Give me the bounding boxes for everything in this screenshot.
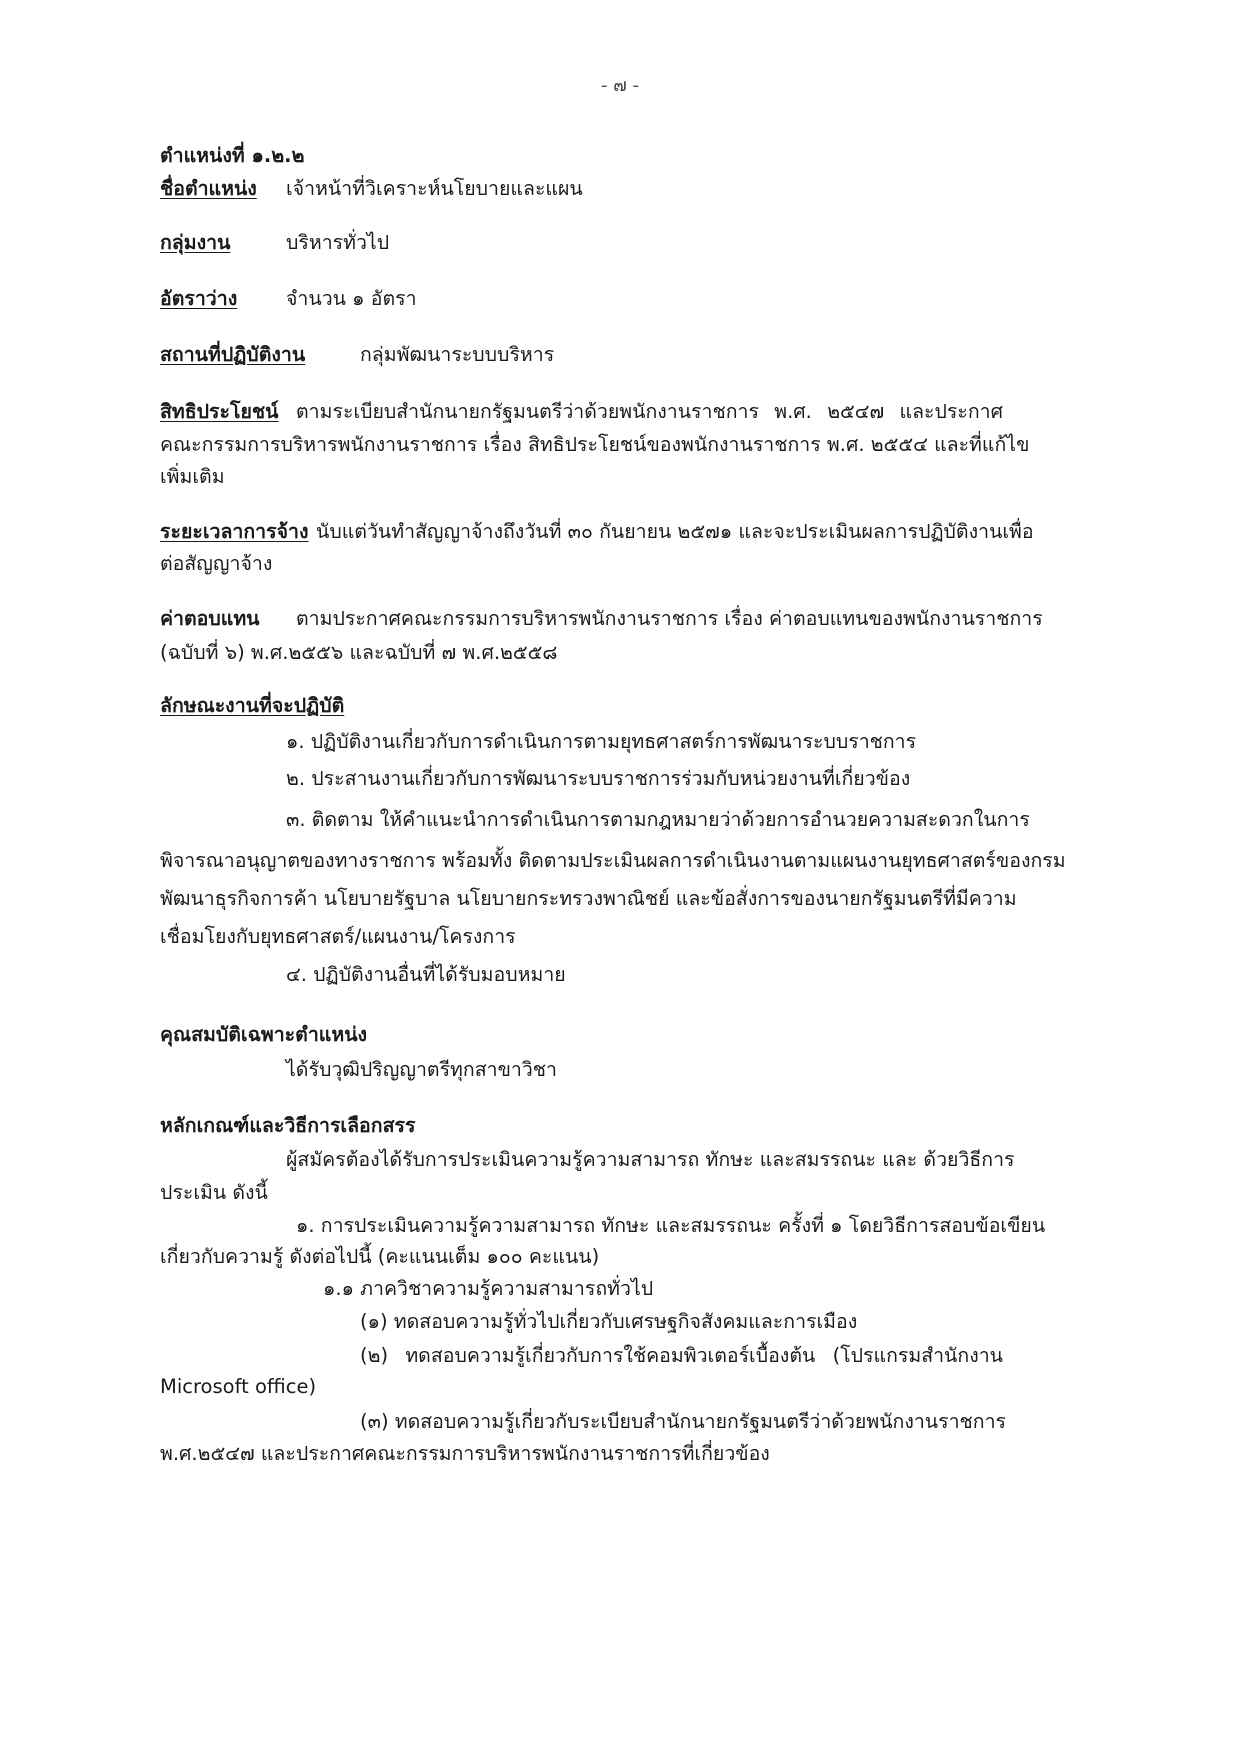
selection-sub-item-2-line1: (๒) ทดสอบความรู้เกี่ยวกับการใช้คอมพิวเตอร์เบื้องต้น (โปรแกรมสำนักงาน: [360, 1344, 1003, 1367]
period-line1: นับแต่วันทำสัญญาจ้างถึงวันที่ ๓๐ กันยายน ๒๕๗๑ และจะประเมินผลการปฏิบัติงานเพื่อ: [316, 520, 1034, 543]
duty-item-3-line4: เชื่อมโยงกับยุทธศาสตร์/แผนงาน/โครงการ: [160, 925, 516, 948]
selection-sub-item-3-line2: พ.ศ.๒๕๔๗ และประกาศคณะกรรมการบริหารพนักงานราชการที่เกี่ยวข้อง: [160, 1442, 770, 1465]
selection-sub-item-3-line1: (๓) ทดสอบความรู้เกี่ยวกับระเบียบสำนักนายกรัฐมนตรีว่าด้วยพนักงานราชการ: [360, 1410, 1007, 1433]
qualification-heading: คุณสมบัติเฉพาะตำแหน่ง: [160, 1023, 368, 1046]
vacancy-label: อัตราว่าง: [160, 287, 238, 310]
benefits-line1: ตามระเบียบสำนักนายกรัฐมนตรีว่าด้วยพนักงานราชการ พ.ศ. ๒๕๔๗ และประกาศ: [296, 400, 1003, 423]
compensation-line2: (ฉบับที่ ๖) พ.ศ.๒๕๕๖ และฉบับที่ ๗ พ.ศ.๒๕๕๘: [160, 641, 558, 664]
benefits-label: สิทธิประโยชน์: [160, 400, 279, 423]
position-number: ตำแหน่งที่ ๑.๒.๒: [160, 144, 305, 167]
vacancy-value: จำนวน ๑ อัตรา: [286, 287, 417, 310]
duty-item-1: ๑. ปฏิบัติงานเกี่ยวกับการดำเนินการตามยุทธศาสตร์การพัฒนาระบบราชการ: [286, 730, 917, 753]
selection-sub-item-2-line2: Microsoft office): [160, 1375, 317, 1398]
page-number: - ๗ -: [601, 75, 639, 96]
benefits-line2: คณะกรรมการบริหารพนักงานราชการ เรื่อง สิทธิประโยชน์ของพนักงานราชการ พ.ศ. ๒๕๕๔ และที่แก้ไข: [160, 433, 1030, 456]
qualification-text: ได้รับวุฒิปริญญาตรีทุกสาขาวิชา: [286, 1058, 557, 1081]
selection-p1-line1: ๑. การประเมินความรู้ความสามารถ ทักษะ และสมรรถนะ ครั้งที่ ๑ โดยวิธีการสอบข้อเขียน: [296, 1214, 1046, 1237]
period-line2: ต่อสัญญาจ้าง: [160, 552, 273, 575]
group-label: กลุ่มงาน: [160, 231, 231, 254]
compensation-label: ค่าตอบแทน: [160, 607, 260, 630]
selection-p1-line2: เกี่ยวกับความรู้ ดังต่อไปนี้ (คะแนนเต็ม ๑๐๐ คะแนน): [160, 1245, 600, 1268]
title-value: เจ้าหน้าที่วิเคราะห์นโยบายและแผน: [286, 177, 583, 200]
duties-heading: ลักษณะงานที่จะปฏิบัติ: [160, 694, 345, 717]
selection-sub-item-1: (๑) ทดสอบความรู้ทั่วไปเกี่ยวกับเศรษฐกิจสังคมและการเมือง: [360, 1310, 858, 1333]
workplace-label: สถานที่ปฏิบัติงาน: [160, 343, 306, 366]
selection-intro-line1: ผู้สมัครต้องได้รับการประเมินความรู้ความสามารถ ทักษะ และสมรรถนะ และ ด้วยวิธีการ: [286, 1148, 1015, 1171]
title-label: ชื่อตำแหน่ง: [160, 177, 257, 200]
selection-heading: หลักเกณฑ์และวิธีการเลือกสรร: [160, 1114, 416, 1137]
benefits-line3: เพิ่มเติม: [160, 465, 225, 488]
period-label: ระยะเวลาการจ้าง: [160, 520, 309, 543]
compensation-line1: ตามประกาศคณะกรรมการบริหารพนักงานราชการ เรื่อง ค่าตอบแทนของพนักงานราชการ: [296, 607, 1043, 630]
selection-sub-heading: ๑.๑ ภาควิชาความรู้ความสามารถทั่วไป: [323, 1277, 654, 1300]
duty-item-3-line3: พัฒนาธุรกิจการค้า นโยบายรัฐบาล นโยบายกระทรวงพาณิชย์ และข้อสั่งการของนายกรัฐมนตรีที่มีความ: [160, 887, 1017, 910]
duty-item-3-line1: ๓. ติดตาม ให้คำแนะนำการดำเนินการตามกฎหมายว่าด้วยการอำนวยความสะดวกในการ: [286, 808, 1030, 831]
selection-intro-line2: ประเมิน ดังนี้: [160, 1181, 268, 1204]
group-value: บริหารทั่วไป: [286, 231, 390, 254]
duty-item-4: ๔. ปฏิบัติงานอื่นที่ได้รับมอบหมาย: [286, 963, 566, 986]
duty-item-2: ๒. ประสานงานเกี่ยวกับการพัฒนาระบบราชการร่วมกับหน่วยงานที่เกี่ยวข้อง: [286, 767, 911, 790]
duty-item-3-line2: พิจารณาอนุญาตของทางราชการ พร้อมทั้ง ติดตามประเมินผลการดำเนินงานตามแผนงานยุทธศาสตร์ของกรม: [160, 849, 1066, 872]
workplace-value: กลุ่มพัฒนาระบบบริหาร: [360, 343, 555, 366]
